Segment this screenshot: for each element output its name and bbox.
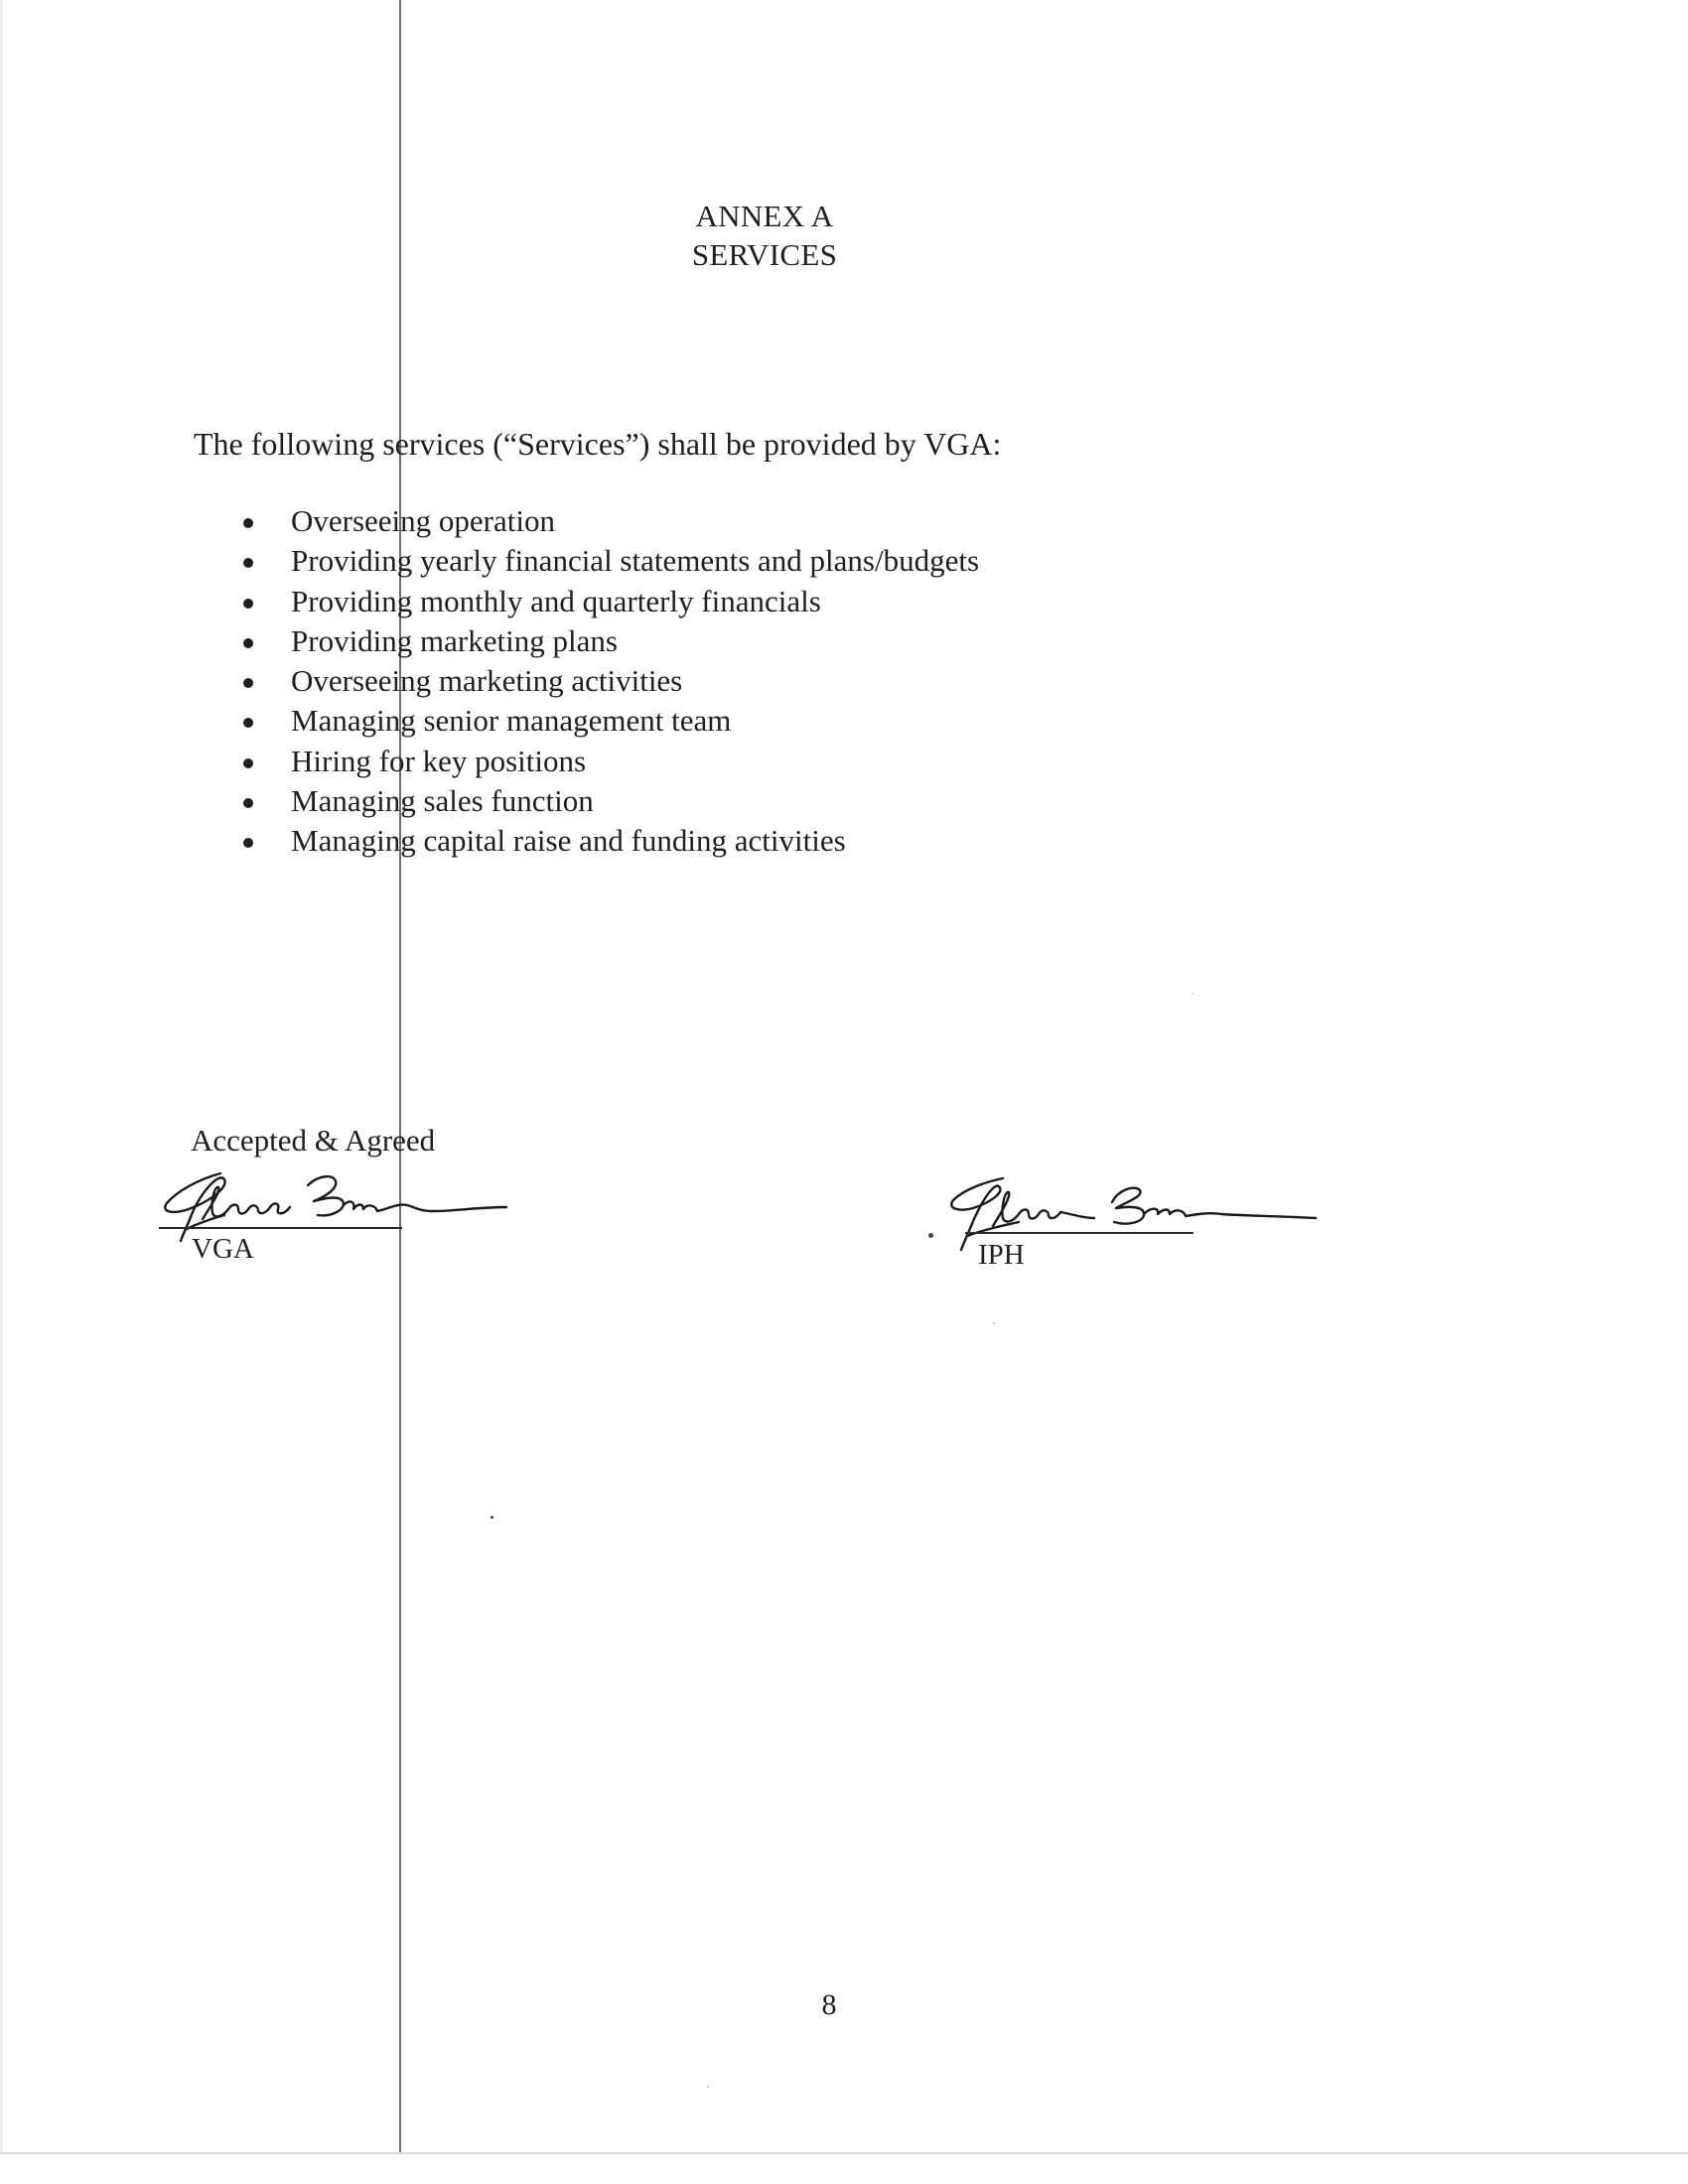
annex-title <box>0 197 1529 274</box>
service-text: Hiring for key positions <box>291 743 587 778</box>
bullet-icon <box>243 678 253 688</box>
intro-paragraph: The following services (“Services”) shall be provided by VGA: <box>194 426 1002 462</box>
scan-speck <box>1192 993 1194 995</box>
list-item <box>233 621 979 661</box>
scan-artifact-line <box>399 0 401 2154</box>
service-text: Overseeing operation <box>291 503 555 538</box>
acceptance-statement: Accepted & Agreed <box>191 1123 436 1158</box>
signature-party-iph: IPH <box>978 1239 1025 1271</box>
bullet-icon <box>243 798 253 808</box>
list-item <box>233 821 979 861</box>
signature-party-vga: VGA <box>192 1233 254 1265</box>
bullet-icon <box>243 718 253 728</box>
signature-line-vga <box>159 1227 402 1229</box>
service-text: Overseeing marketing activities <box>291 663 683 699</box>
page-number: 8 <box>821 1988 837 2021</box>
signature-block-iph <box>923 1157 1360 1286</box>
list-item <box>233 701 979 741</box>
bullet-icon <box>243 599 253 609</box>
scan-speck <box>491 1516 493 1519</box>
list-item <box>233 541 979 581</box>
list-item <box>233 781 979 821</box>
services-list <box>233 501 979 862</box>
service-text: Providing marketing plans <box>291 622 618 658</box>
scan-bottom-edge <box>0 2152 1688 2154</box>
service-text: Managing capital raise and funding activities <box>291 823 846 859</box>
signature-block-vga <box>159 1154 546 1273</box>
list-item <box>233 742 979 781</box>
scan-edge-shadow <box>0 0 3 2154</box>
list-item <box>233 661 979 701</box>
service-text: Managing sales function <box>291 783 594 819</box>
list-item <box>233 501 979 541</box>
scan-speck <box>993 1322 995 1324</box>
bullet-icon <box>243 838 253 848</box>
bullet-icon <box>243 518 253 528</box>
scan-speck <box>928 1233 933 1238</box>
annex-subtitle-line: SERVICES <box>691 237 838 272</box>
bullet-icon <box>243 638 253 648</box>
service-text: Managing senior management team <box>291 703 732 739</box>
signature-line-iph <box>965 1232 1194 1234</box>
annex-title-line: ANNEX A <box>695 199 834 233</box>
service-text: Providing yearly financial statements and plans/budgets <box>291 543 980 579</box>
list-item <box>233 582 979 621</box>
service-text: Providing monthly and quarterly financials <box>291 583 821 618</box>
scan-speck <box>707 2086 709 2088</box>
bullet-icon <box>243 558 253 568</box>
bullet-icon <box>243 758 253 768</box>
